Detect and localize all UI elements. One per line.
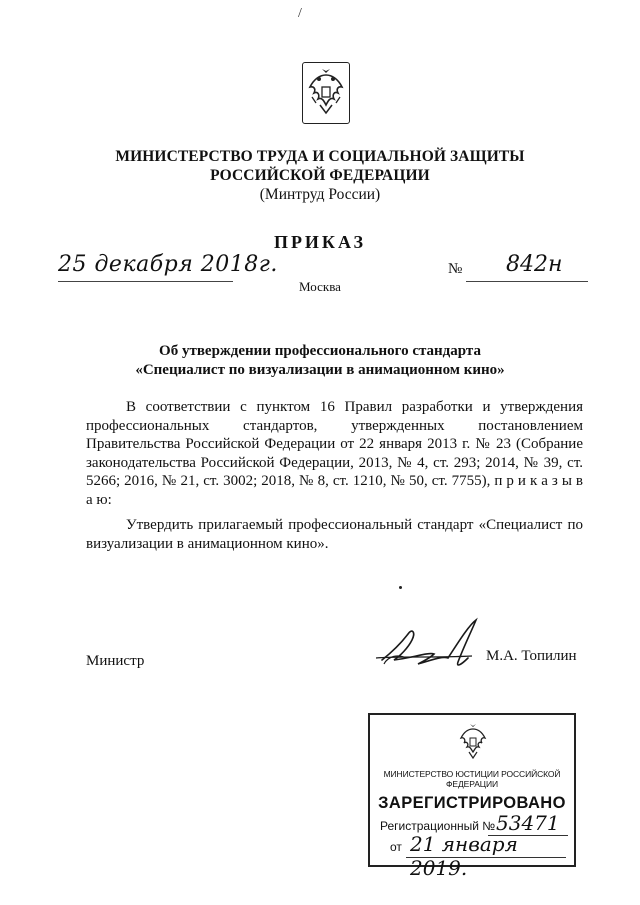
subject-line1: Об утверждении профессионального стандарта [159,343,481,359]
paragraph-preamble: В соответствии с пунктом 16 Правил разработки и утверждения профессиональных стандартов, утвержденных постановлением Правительства Российской Федерации от 22 января 2013 г. № 23 (Собрание законодательства Российской Федерации, 2013, № 4, ст. 293; 2014, № 39, ст. 5266; 2016, № 21, ст. 3002; 2018, № 8, ст. 1210, № 50, ст. 7755), п р и к а з ы в а ю: [86,399,583,508]
stamp-from-label: от [390,840,402,854]
stamp-reg-number: 53471 [496,811,560,835]
ink-dot [399,586,402,589]
order-number-label: № [448,261,463,277]
order-number-handwritten: 842н [506,252,563,277]
stamp-registered: ЗАРЕГИСТРИРОВАНО [378,794,566,812]
paragraph-resolution: Утвердить прилагаемый профессиональный стандарт «Специалист по визуализации в анимационном кино». [86,517,583,552]
signature-icon [372,612,492,682]
city: Москва [299,279,341,294]
coat-of-arms-emblem [302,62,350,124]
stamp-date-handwritten: 21 января 2019. [410,832,518,880]
stamp-reg-label: Регистрационный № [380,819,496,833]
order-title: ПРИКАЗ [273,232,367,252]
ministry-name-line1: МИНИСТЕРСТВО ТРУДА И СОЦИАЛЬНОЙ ЗАЩИТЫ [115,148,525,165]
minister-signature [372,612,492,687]
ministry-name-line2: РОССИЙСКОЙ ФЕДЕРАЦИИ [210,167,430,184]
ministry-short-name: (Минтруд России) [259,186,381,203]
stamp-eagle-icon [458,723,488,763]
registration-stamp [368,713,576,880]
stamp-ministry-name: МИНИСТЕРСТВО ЮСТИЦИИ РОССИЙСКОЙ ФЕДЕРАЦИИ [383,769,561,789]
double-headed-eagle-icon [306,67,346,119]
subject-line2: «Специалист по визуализации в анимационном кино» [135,362,505,378]
minister-title: Министр [86,653,145,669]
top-mark: / [298,6,302,21]
order-date-handwritten: 25 декабря 2018г. [58,252,278,277]
stamp-date-underline [406,857,566,858]
minister-name: М.А. Топилин [486,648,577,664]
